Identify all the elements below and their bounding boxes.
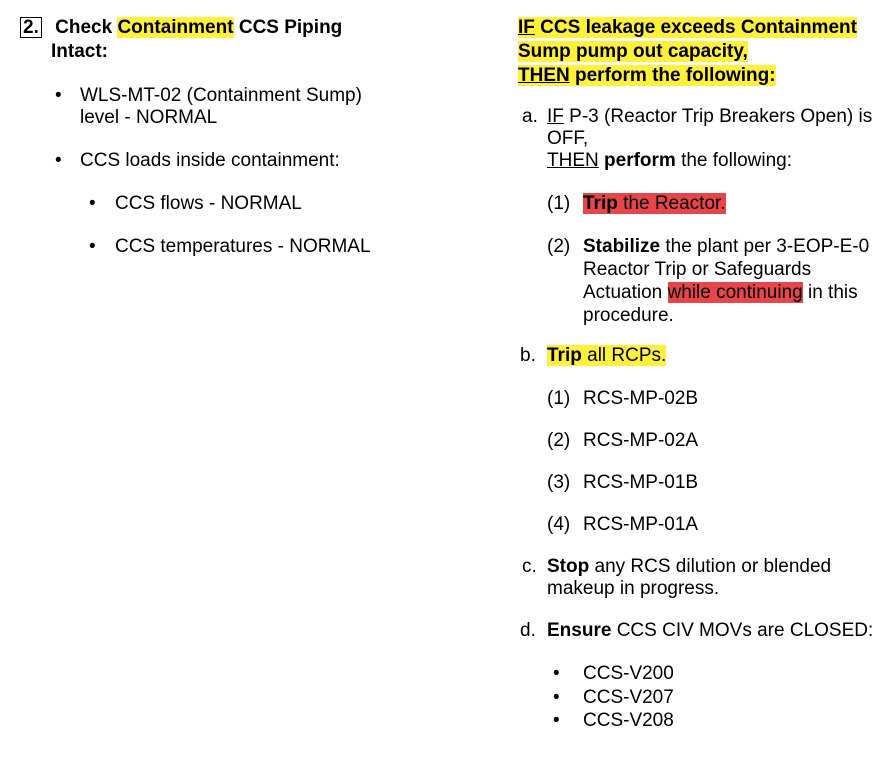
substep-c-marker: c. [522,556,537,577]
valve-1: CCS-V200 [583,663,674,684]
pump-2-id: RCS-MP-02A [583,430,699,451]
pump-4-id: RCS-MP-01A [583,514,699,535]
step-number-box: 2. [20,17,42,38]
substep-c-line1: Stop any RCS dilution or blended [547,556,832,577]
substep-a-line3: THEN perform the following: [547,150,792,171]
substep-a-line2: OFF, [547,128,589,149]
substep-b-marker: b. [520,345,536,366]
bullet-icon: • [553,687,560,708]
substep-a2-line1: Stabilize the plant per 3-EOP-E-0 [583,236,870,257]
step-title-line1: 2. Check Containment CCS Piping [20,17,342,39]
step-title-line2: Intact: [51,41,108,62]
rno-header-line1: IF CCS leakage exceeds Containment [518,17,857,38]
pump-3-number: (3) [547,472,571,493]
bullet-sump-line2: level - NORMAL [80,107,218,128]
pump-1-number: (1) [547,388,571,409]
substep-a2-line3: Actuation while continuing in this [583,282,858,303]
substep-d-marker: d. [520,620,536,641]
highlight-while-continuing: while continuing [667,282,803,303]
bullet-icon: • [553,710,560,731]
substep-c-line2: makeup in progress. [547,578,720,599]
substep-a2-number: (2) [547,236,571,257]
substep-a-marker: a. [522,106,538,127]
substep-a2-line2: Reactor Trip or Safeguards [583,259,812,280]
valve-2: CCS-V207 [583,687,674,708]
bullet-ccs-loads: CCS loads inside containment: [80,150,340,171]
substep-b-text: Trip all RCPs. [547,345,667,366]
substep-a1-number: (1) [547,193,571,214]
bullet-icon: • [553,663,560,684]
sub-bullet-ccs-temps: CCS temperatures - NORMAL [115,236,371,257]
sub-bullet-ccs-flows: CCS flows - NORMAL [115,193,302,214]
pump-1-id: RCS-MP-02B [583,388,699,409]
bullet-icon: • [55,150,62,171]
valve-3: CCS-V208 [583,710,674,731]
substep-a2-line4: procedure. [583,305,674,326]
rno-header-line3: THEN perform the following: [518,65,776,86]
highlight-containment: Containment [117,17,234,38]
bullet-sump-line1: WLS-MT-02 (Containment Sump) [80,85,362,106]
substep-a-line1: IF P-3 (Reactor Trip Breakers Open) is [547,106,873,127]
bullet-icon: • [89,236,96,257]
substep-a1-text: Trip the Reactor. [583,193,726,214]
pump-2-number: (2) [547,430,571,451]
bullet-icon: • [55,85,62,106]
pump-4-number: (4) [547,514,571,535]
pump-3-id: RCS-MP-01B [583,472,699,493]
bullet-icon: • [89,193,96,214]
rno-header-line2: Sump pump out capacity, [518,41,748,62]
substep-d-text: Ensure CCS CIV MOVs are CLOSED: [547,620,874,641]
